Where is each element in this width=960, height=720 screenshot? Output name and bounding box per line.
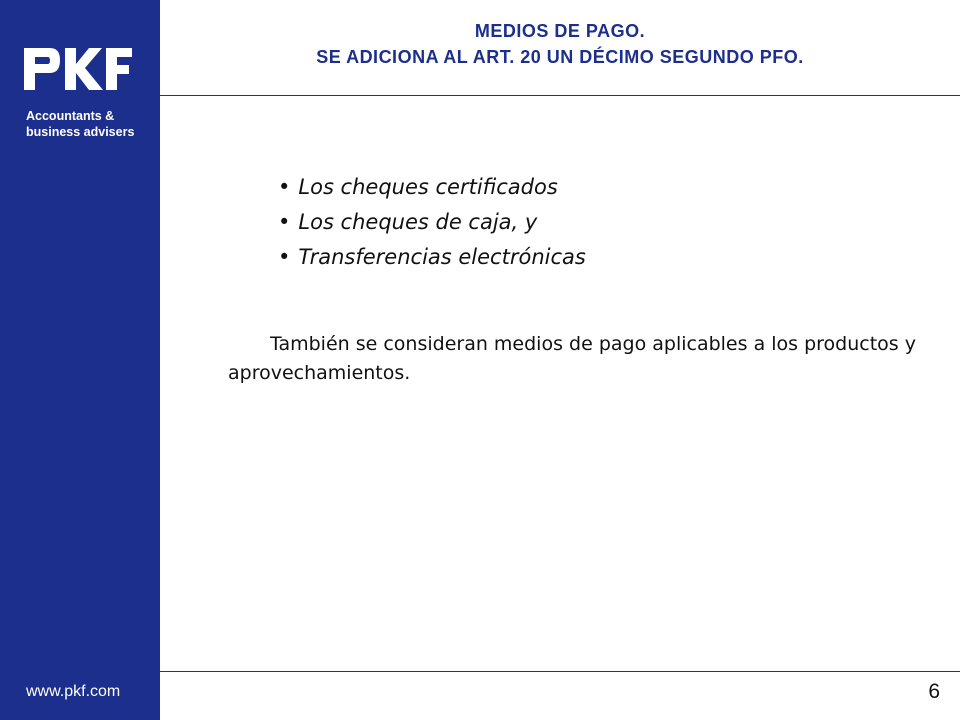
tagline <box>26 108 160 140</box>
bullet-text: Los cheques certificados <box>298 175 558 199</box>
footer-divider <box>160 671 960 672</box>
bullet-icon: • <box>278 175 291 199</box>
pkf-logo <box>22 44 134 94</box>
bullet-item <box>278 240 586 275</box>
tagline-line1: Accountants & <box>26 109 115 123</box>
header-divider <box>160 95 960 96</box>
bullet-icon: • <box>278 210 291 234</box>
bullet-item <box>278 170 586 205</box>
title-line2: SE ADICIONA AL ART. 20 UN DÉCIMO SEGUNDO PFO. <box>316 47 804 67</box>
slide-title <box>160 18 960 70</box>
bullet-text: Transferencias electrónicas <box>298 245 586 269</box>
bullet-text: Los cheques de caja, y <box>298 210 538 234</box>
bullet-item <box>278 205 586 240</box>
website-url: www.pkf.com <box>26 683 121 700</box>
sidebar <box>0 0 160 720</box>
body-paragraph: También se consideran medios de pago aplicables a los productos y aprovechamientos. <box>228 333 916 384</box>
tagline-line2: business advisers <box>26 125 135 139</box>
title-line1: MEDIOS DE PAGO. <box>474 21 646 41</box>
bullet-icon: • <box>278 245 291 269</box>
bullet-list <box>278 170 586 275</box>
page-number: 6 <box>928 680 940 703</box>
